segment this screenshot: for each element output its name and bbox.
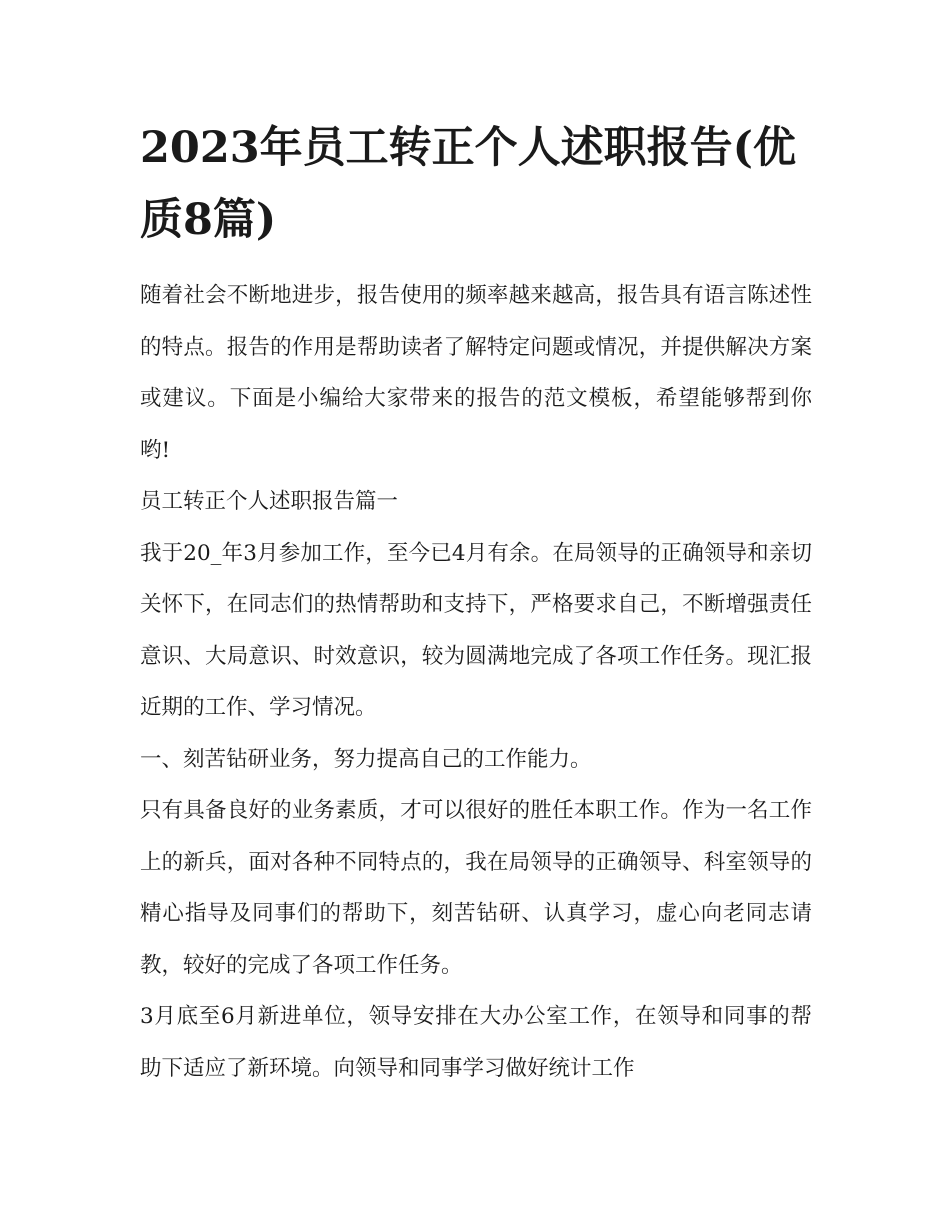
body-paragraph: 我于20_年3月参加工作，至今已4月有余。在局领导的正确领导和亲切关怀下，在同志们的热情帮助和支持下，严格要求自己，不断增强责任意识、大局意识、时效意识，较为圆满地完成了各项工作任务。现汇报近期的工作、学习情况。	[140, 540, 812, 720]
body-paragraph: 只有具备良好的业务素质，才可以很好的胜任本职工作。作为一名工作上的新兵，面对各种不同特点的，我在局领导的正确领导、科室领导的精心指导及同事们的帮助下，刻苦钻研、认真学习，虚心向老同志请教，较好的完成了各项工作任务。	[140, 798, 812, 978]
document-body	[140, 112, 812, 1094]
intro-paragraph: 随着社会不断地进步，报告使用的频率越来越高，报告具有语言陈述性的特点。报告的作用是帮助读者了解特定问题或情况，并提供解决方案或建议。下面是小编给大家带来的报告的范文模板，希望能够帮到你哟!	[140, 283, 812, 463]
body-paragraph: 3月底至6月新进单位，领导安排在大办公室工作，在领导和同事的帮助下适应了新环境。向领导和同事学习做好统计工作	[140, 1004, 812, 1081]
document-title: 2023年员工转正个人述职报告(优质8篇)	[140, 123, 797, 245]
subsection-heading: 一、刻苦钻研业务，努力提高自己的工作能力。	[140, 746, 592, 772]
section-heading-part-one: 员工转正个人述职报告篇一	[140, 489, 399, 514]
